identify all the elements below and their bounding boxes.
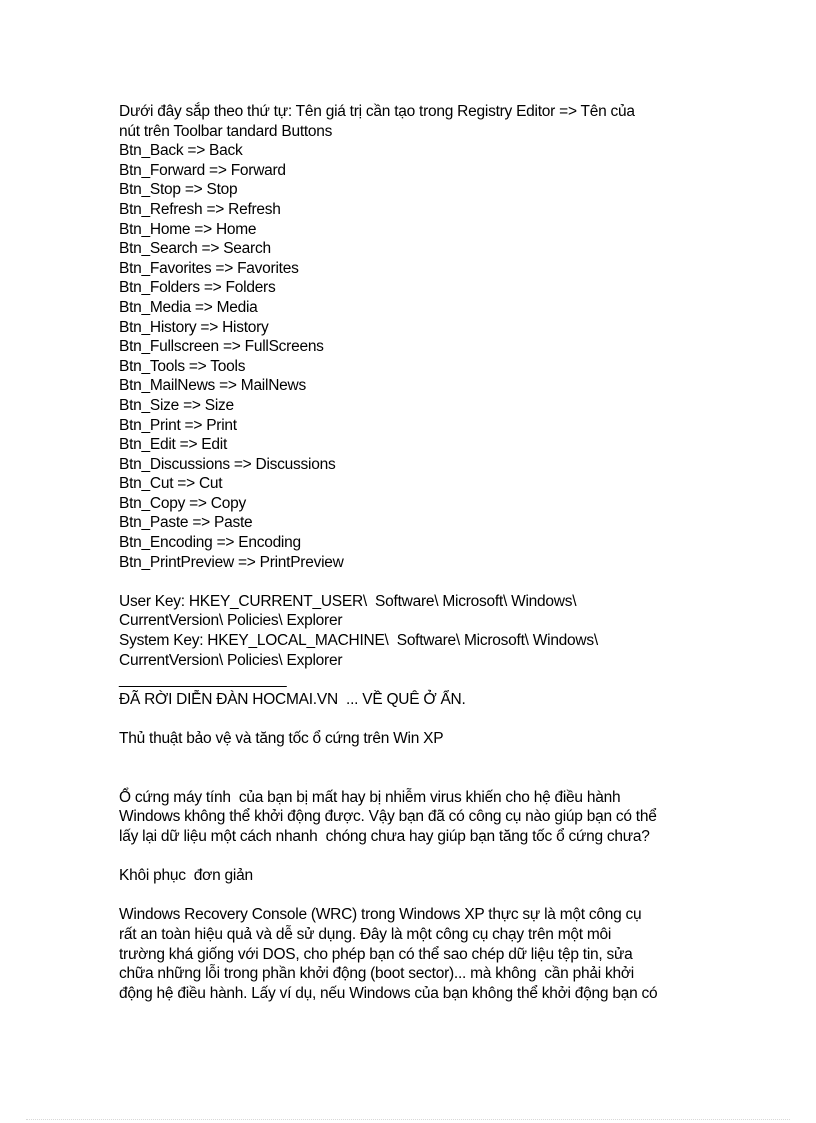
paragraph-line: lấy lại dữ liệu một cách nhanh chóng chưa hay giúp bạn tăng tốc ổ cứng chưa? xyxy=(119,827,650,845)
button-mapping-item: Btn_Media => Media xyxy=(119,298,258,316)
button-mapping-list xyxy=(119,141,699,572)
paragraph-line: trường khá giống với DOS, cho phép bạn có thể sao chép dữ liệu tệp tin, sửa xyxy=(119,945,633,963)
blank-lines xyxy=(119,749,699,788)
recovery-console-paragraph xyxy=(119,905,699,1003)
button-mapping-item: Btn_History => History xyxy=(119,318,269,336)
intro-body-paragraph xyxy=(119,788,699,847)
button-mapping-item: Btn_Cut => Cut xyxy=(119,475,223,493)
system-key-path-line: CurrentVersion\ Policies\ Explorer xyxy=(119,651,343,669)
intro-paragraph xyxy=(119,102,699,141)
button-mapping-item: Btn_Discussions => Discussions xyxy=(119,455,336,473)
blank-line xyxy=(119,709,699,729)
system-key-line: System Key: HKEY_LOCAL_MACHINE\ Software\ Microsoft\ Windows\ xyxy=(119,632,598,650)
signature-separator: ____________________ xyxy=(119,671,287,689)
button-mapping-item: Btn_Search => Search xyxy=(119,240,271,258)
article-title: Thủ thuật bảo vệ và tăng tốc ổ cứng trên Win XP xyxy=(119,730,444,747)
button-mapping-item: Btn_MailNews => MailNews xyxy=(119,377,306,395)
button-mapping-item: Btn_Favorites => Favorites xyxy=(119,259,299,277)
button-mapping-item: Btn_Tools => Tools xyxy=(119,357,246,375)
button-mapping-item: Btn_Stop => Stop xyxy=(119,181,238,199)
blank-line xyxy=(119,572,699,592)
button-mapping-item: Btn_Size => Size xyxy=(119,396,234,414)
document-page xyxy=(119,102,699,1003)
intro-line: Dưới đây sắp theo thứ tự: Tên giá trị cần tạo trong Registry Editor => Tên của xyxy=(119,103,635,120)
button-mapping-item: Btn_Copy => Copy xyxy=(119,494,246,512)
button-mapping-item: Btn_Forward => Forward xyxy=(119,161,286,179)
button-mapping-item: Btn_PrintPreview => PrintPreview xyxy=(119,553,344,571)
paragraph-line: chữa những lỗi trong phần khởi động (boot sector)... mà không cần phải khởi xyxy=(119,965,634,983)
signature-text: ĐÃ RỜI DIỄN ĐÀN HOCMAI.VN ... VỀ QUÊ Ở ẨN. xyxy=(119,690,466,708)
section-heading: Khôi phục đơn giản xyxy=(119,867,253,885)
button-mapping-item: Btn_Print => Print xyxy=(119,416,237,434)
button-mapping-item: Btn_Paste => Paste xyxy=(119,514,253,532)
paragraph-line: Windows không thể khởi động được. Vậy bạn đã có công cụ nào giúp bạn có thể xyxy=(119,808,657,826)
intro-line: nút trên Toolbar tandard Buttons xyxy=(119,122,333,140)
button-mapping-item: Btn_Encoding => Encoding xyxy=(119,534,301,552)
paragraph-line: Ổ cứng máy tính của bạn bị mất hay bị nhiễm virus khiến cho hệ điều hành xyxy=(119,788,621,806)
button-mapping-item: Btn_Folders => Folders xyxy=(119,279,276,297)
user-key-line: User Key: HKEY_CURRENT_USER\ Software\ Microsoft\ Windows\ xyxy=(119,592,577,610)
user-key-path-line: CurrentVersion\ Policies\ Explorer xyxy=(119,612,343,630)
paragraph-line: rất an toàn hiệu quả và dễ sử dụng. Đây là một công cụ chạy trên một môi xyxy=(119,925,612,943)
page-bottom-border xyxy=(26,1119,790,1120)
blank-line xyxy=(119,847,699,867)
button-mapping-item: Btn_Back => Back xyxy=(119,142,243,160)
button-mapping-item: Btn_Edit => Edit xyxy=(119,436,228,454)
paragraph-line: động hệ điều hành. Lấy ví dụ, nếu Windows của bạn không thể khởi động bạn có xyxy=(119,984,658,1002)
paragraph-line: Windows Recovery Console (WRC) trong Windows XP thực sự là một công cụ xyxy=(119,906,642,924)
button-mapping-item: Btn_Home => Home xyxy=(119,220,257,238)
button-mapping-item: Btn_Fullscreen => FullScreens xyxy=(119,338,324,356)
registry-keys xyxy=(119,592,699,670)
blank-line xyxy=(119,886,699,906)
button-mapping-item: Btn_Refresh => Refresh xyxy=(119,200,281,218)
